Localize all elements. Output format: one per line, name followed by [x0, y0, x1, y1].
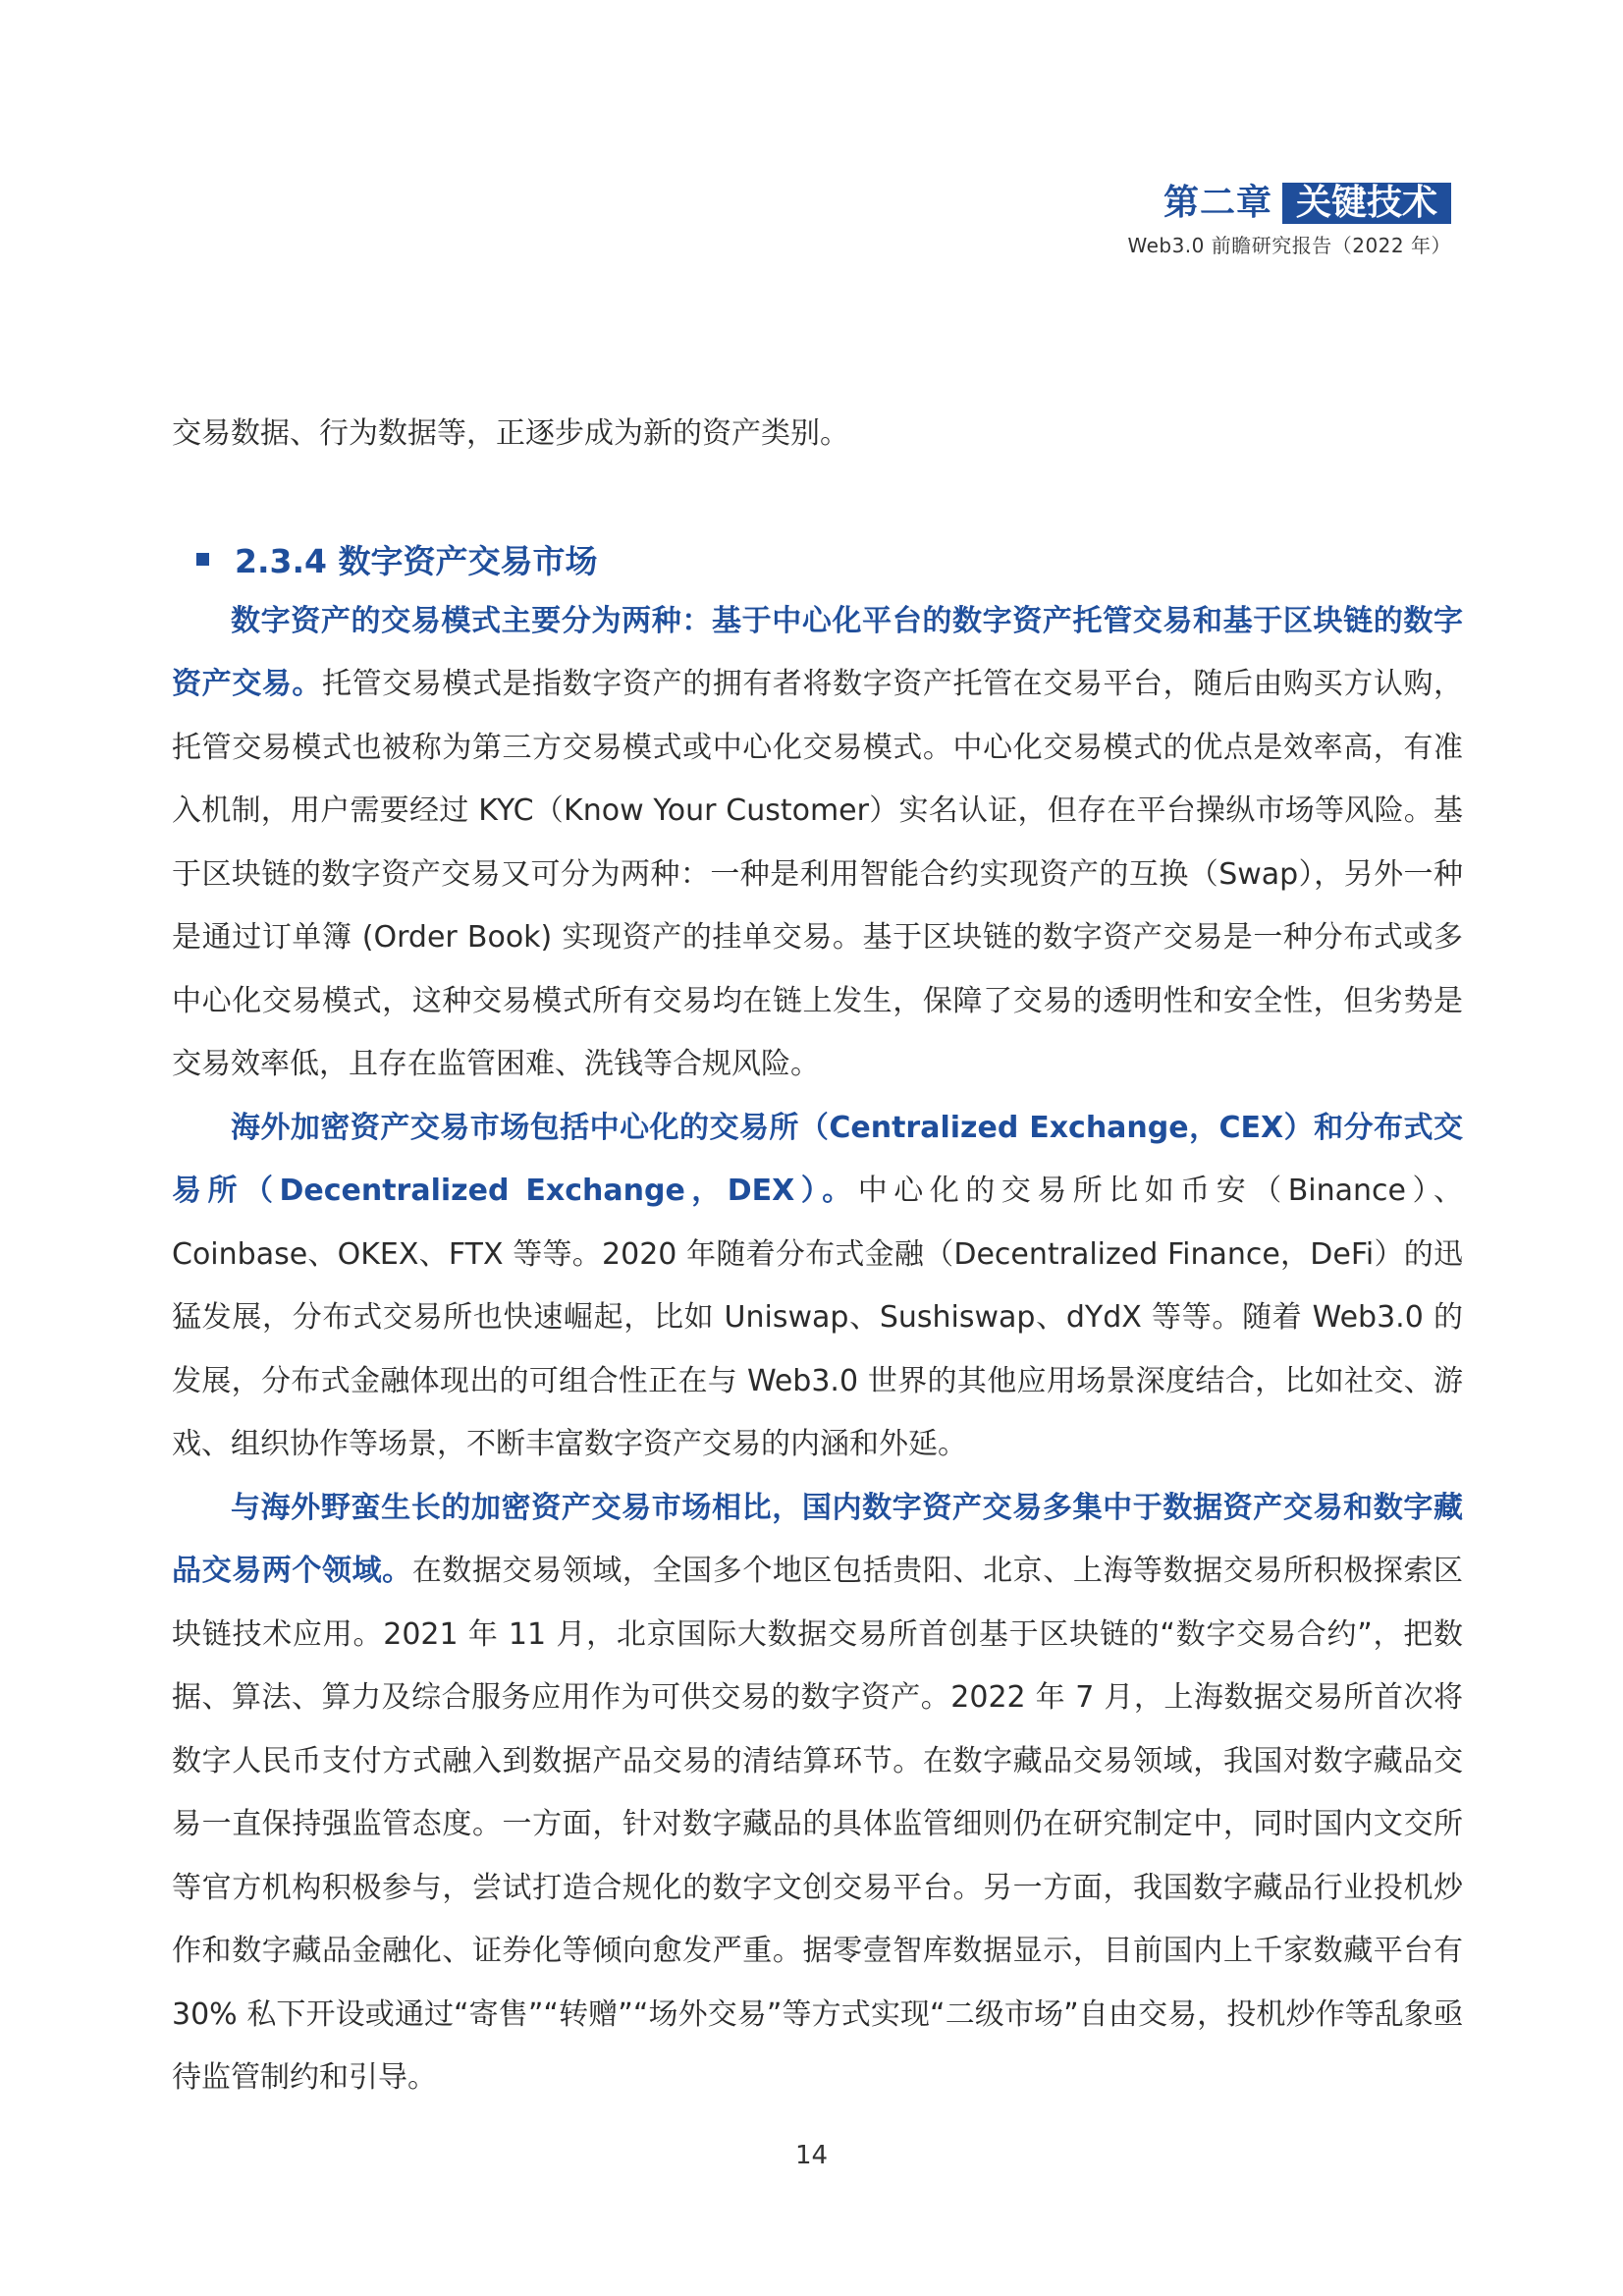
- chapter-label: 第二章: [1163, 183, 1272, 223]
- page-number: 14: [794, 2141, 829, 2170]
- paragraph-domestic-market: [172, 1477, 1463, 2110]
- page-header: [1127, 183, 1451, 258]
- paragraph-body: 在数据交易领域，全国多个地区包括贵阳、北京、上海等数据交易所积极探索区块链技术应用。2021 年 11 月，北京国际大数据交易所首创基于区块链的“数字交易合约”，把数据、算法、算力及综合服务应用作为可供交易的数字资产。2022 年 7 月，上海数据交易所首次将数字人民币支付方式融入到数据产品交易的清结算环节。在数字藏品交易领域，我国对数字藏品交易一直保持强监管态度。一方面，针对数字藏品的具体监管细则仍在研究制定中，同时国内文交所等官方机构积极参与，尝试打造合规化的数字文创交易平台。另一方面，我国数字藏品行业投机炒作和数字藏品金融化、证券化等倾向愈发严重。据零壹智库数据显示，目前国内上千家数藏平台有 30% 私下开设或通过“寄售”“转赠”“场外交易”等方式实现“二级市场”自由交易，投机炒作等乱象亟待监管制约和引导。: [172, 1554, 1464, 2095]
- paragraph-body: 托管交易模式是指数字资产的拥有者将数字资产托管在交易平台，随后由购买方认购，托管交易模式也被称为第三方交易模式或中心化交易模式。中心化交易模式的优点是效率高，有准入机制，用户需要经过 KYC（Know Your Customer）实名认证，但存在平台操纵市场等风险。基于区块链的数字资产交易又可分为两种：一种是利用智能合约实现资产的互换（Swap），另外一种是通过订单簿 (Order Book) 实现资产的挂单交易。基于区块链的数字资产交易是一种分布式或多中心化交易模式，这种交易模式所有交易均在链上发生，保障了交易的透明性和安全性，但劣势是交易效率低，且存在监管困难、洗钱等合规风险。: [172, 667, 1464, 1081]
- paragraph-lead: 数字资产的交易模式主要分为两种：基于中心化平台的数字资产托管交易和基于区块链的数字资产交易。: [172, 603, 1463, 701]
- paragraph-body: 中心化的交易所比如币安（Binance）、Coinbase、OKEX、FTX 等等。2020 年随着分布式金融（Decentralized Finance，DeFi）的迅猛发展，分布式交易所也快速崛起，比如 Uniswap、Sushiswap、dYdX 等等。随着 Web3.0 的发展，分布式金融体现出的可组合性正在与 Web3.0 世界的其他应用场景深度结合，比如社交、游戏、组织协作等场景，不断丰富数字资产交易的内涵和外延。: [172, 1174, 1463, 1461]
- chapter-name: 关键技术: [1282, 183, 1451, 224]
- paragraph-overseas-market: [172, 1097, 1463, 1477]
- chapter-title-row: [1127, 183, 1451, 224]
- section-heading-text: 2.3.4 数字资产交易市场: [235, 542, 598, 580]
- paragraph-lead: 海外加密资产交易市场包括中心化的交易所（Centralized Exchange，CEX）和分布式交易所（Decentralized Exchange，DEX）。: [172, 1110, 1463, 1208]
- square-bullet-icon: [196, 553, 209, 566]
- paragraph-trading-modes: [172, 590, 1463, 1097]
- section-heading: [172, 529, 1463, 590]
- main-content: [172, 403, 1463, 2110]
- paragraph-continued: 交易数据、行为数据等，正逐步成为新的资产类别。: [172, 416, 849, 451]
- paragraph-lead: 与海外野蛮生长的加密资产交易市场相比，国内数字资产交易多集中于数据资产交易和数字藏品交易两个领域。: [172, 1490, 1463, 1588]
- report-subtitle: Web3.0 前瞻研究报告（2022 年）: [1127, 234, 1451, 257]
